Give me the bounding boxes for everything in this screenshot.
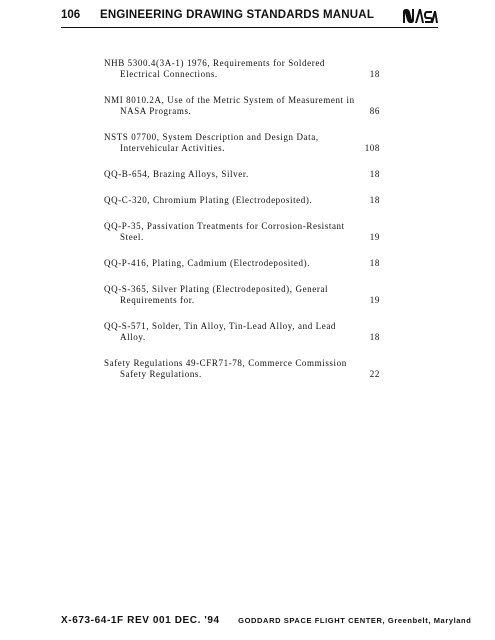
reference-entry bbox=[104, 358, 380, 380]
entry-page-number: 108 bbox=[364, 143, 380, 153]
entry-continuation: Safety Regulations. bbox=[120, 369, 202, 379]
entry-continuation: Alloy. bbox=[120, 332, 146, 342]
center-name: GODDARD SPACE FLIGHT CENTER, Greenbelt, Maryland bbox=[238, 616, 472, 625]
entry-page-number: 18 bbox=[369, 69, 380, 79]
entry-title: NHB 5300.4(3A-1) 1976, Requirements for Soldered bbox=[104, 58, 326, 68]
reference-entry bbox=[104, 58, 380, 80]
entry-continuation: NASA Programs. bbox=[120, 106, 192, 116]
entry-title: QQ-P-35, Passivation Treatments for Corrosion-Resistant bbox=[104, 221, 345, 231]
entry-title: QQ-S-365, Silver Plating (Electrodeposited), General bbox=[104, 284, 329, 294]
entry-title: QQ-S-571, Solder, Tin Alloy, Tin-Lead Alloy, and Lead bbox=[104, 321, 337, 331]
reference-list bbox=[104, 58, 380, 395]
entry-page-number: 86 bbox=[369, 106, 380, 116]
entry-page-number: 18 bbox=[369, 169, 380, 179]
entry-title: Safety Regulations 49-CFR71-78, Commerce Commission bbox=[104, 358, 347, 368]
entry-page-number: 18 bbox=[369, 258, 380, 268]
reference-entry bbox=[104, 321, 380, 343]
entry-title: NSTS 07700, System Description and Design Data, bbox=[104, 132, 319, 142]
nasa-logo-icon bbox=[402, 8, 438, 24]
entry-page-number: 18 bbox=[369, 332, 380, 342]
page-footer bbox=[61, 610, 471, 628]
page-number: 106 bbox=[61, 9, 81, 21]
reference-entry bbox=[104, 132, 380, 154]
entry-continuation: Electrical Connections. bbox=[120, 69, 218, 79]
reference-entry bbox=[104, 95, 380, 117]
document-title: ENGINEERING DRAWING STANDARDS MANUAL bbox=[100, 9, 375, 21]
reference-entry bbox=[104, 195, 380, 206]
entry-continuation: Requirements for. bbox=[120, 295, 195, 305]
reference-entry bbox=[104, 169, 380, 180]
entry-page-number: 22 bbox=[369, 369, 380, 379]
entry-continuation: Intervehicular Activities. bbox=[120, 143, 226, 153]
entry-page-number: 19 bbox=[369, 295, 380, 305]
entry-page-number: 19 bbox=[369, 232, 380, 242]
entry-title: QQ-C-320, Chromium Plating (Electrodeposited). bbox=[104, 195, 313, 205]
entry-title: NMI 8010.2A, Use of the Metric System of Measurement in bbox=[104, 95, 355, 105]
reference-entry bbox=[104, 284, 380, 306]
entry-title: QQ-P-416, Plating, Cadmium (Electrodeposited). bbox=[104, 258, 311, 268]
document-code: X-673-64-1F REV 001 DEC. '94 bbox=[61, 615, 220, 626]
page-header bbox=[61, 7, 438, 28]
reference-entry bbox=[104, 258, 380, 269]
reference-entry bbox=[104, 221, 380, 243]
entry-title: QQ-B-654, Brazing Alloys, Silver. bbox=[104, 169, 249, 179]
entry-continuation: Steel. bbox=[120, 232, 144, 242]
entry-page-number: 18 bbox=[369, 195, 380, 205]
